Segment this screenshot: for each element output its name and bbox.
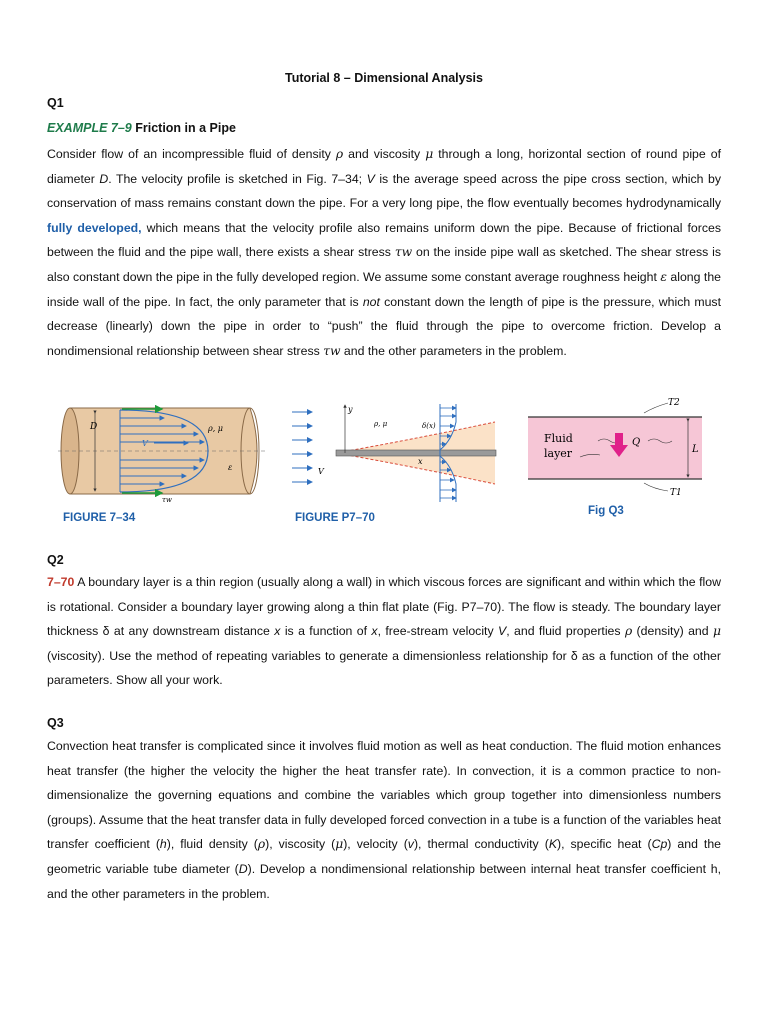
layer-label: layer — [544, 447, 573, 460]
figure-q3-fluid-layer-diagram — [524, 395, 710, 503]
roughness-label: ε — [228, 463, 233, 472]
shear-stress-label: τw — [162, 496, 172, 504]
bottom-temperature-label: T1 — [670, 488, 682, 498]
figure-p7-70-caption: FIGURE P7–70 — [295, 512, 375, 524]
layer-thickness-label: L — [692, 444, 699, 455]
figure-7-34-caption: FIGURE 7–34 — [63, 512, 136, 524]
top-temperature-label: T2 — [668, 398, 680, 408]
question-2-label: Q2 — [47, 553, 64, 567]
example-number: EXAMPLE 7–9 — [47, 121, 132, 135]
figure-q3-caption: Fig Q3 — [588, 505, 624, 517]
average-velocity-label: V — [142, 439, 148, 448]
thickness-label: δ(x) — [422, 422, 436, 430]
question-3-text: Convection heat transfer is complicated since it involves fluid motion as well as heat conduction. The fluid motion enhances heat transfer (the higher the velocity the higher the heat transfer rate). In convection, it is a common practice to non-dimensionalize the governing equations and combine the variables which group together into dimensionless numbers (groups). Assume that the heat transfer data in fully developed forced convection in a tube is a function of the variables heat transfer coefficient (h), fluid density (ρ), viscosity (μ), velocity (v), thermal conductivity (K), specific heat (Cp) and the geometric variable tube diameter (D). Develop a nondimensional relationship between internal heat transfer coefficient h, and the other parameters in the problem. — [47, 739, 721, 901]
question-1-label: Q1 — [47, 96, 64, 110]
fluid-label: Fluid — [544, 432, 573, 445]
fluid-properties-label-2: ρ, μ — [374, 420, 388, 428]
y-axis-label: y — [348, 405, 353, 414]
pipe-diameter-label: D — [90, 422, 98, 432]
question-1-text: Consider flow of an incompressible fluid of density ρ and viscosity μ through a long, horizontal section of round pipe of diameter D. The velocity profile is sketched in Fig. 7–34; V is the average speed across the pipe cross section, which by conservation of mass remains constant down the pipe. For a very long pipe, the flow eventually becomes hydrodynamically fully developed, which means that the velocity profile also remains uniform down the pipe. Because of frictional forces between the fluid and the pipe wall, there exists a shear stress τw on the inside pipe wall as sketched. The shear stress is also constant down the pipe in the fully developed region. We assume some constant average roughness height ε along the inside wall of the pipe. In fact, the only parameter that is not constant down the length of pipe is the pressure, which must decrease (linearly) down the pipe in order to “push” the fluid through the pipe to overcome friction. Develop a nondimensional relationship between shear stress τw and the other parameters in the problem. — [47, 147, 722, 358]
question-2-text: 7–70 A boundary layer is a thin region (usually along a wall) in which viscous forces are significant and within which the flow is rotational. Consider a boundary layer growing along a thin flat plate (Fig. P7–70). The flow is steady. The boundary layer thickness δ at any downstream distance x is a function of x, free-stream velocity V, and fluid properties ρ (density) and μ (viscosity). Use the method of repeating variables to generate a dimensionless relationship for δ as a function of the other parameters. Show all your work. — [47, 575, 721, 688]
free-stream-velocity-label: V — [318, 467, 324, 476]
figure-p7-70-boundary-layer-diagram — [290, 400, 510, 510]
question-3-label: Q3 — [47, 716, 64, 730]
page-title: Tutorial 8 – Dimensional Analysis — [285, 71, 483, 85]
example-title: Friction in a Pipe — [131, 121, 236, 135]
figure-7-34-pipe-diagram — [58, 398, 268, 504]
example-heading — [47, 121, 236, 135]
heat-transfer-label: Q — [632, 437, 641, 448]
problem-number: 7–70 — [47, 575, 75, 589]
x-distance-label: x — [418, 457, 423, 466]
fluid-properties-label: ρ, μ — [208, 424, 223, 433]
fully-developed-term: fully developed, — [47, 220, 142, 235]
